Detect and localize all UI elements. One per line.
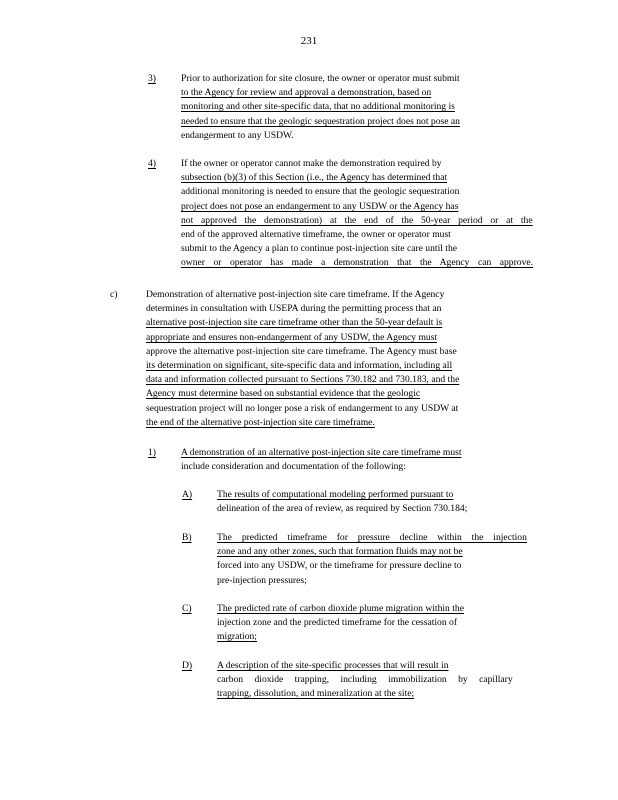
item-label: 1) [148,447,156,458]
text-line: endangerment to any USDW. [181,129,294,141]
item-label: C) [182,603,192,614]
text-line: data and information collected pursuant to Sections 730.182 and 730.183, and the [146,374,460,386]
text-line: The predicted rate of carbon dioxide plume migration within the [217,603,464,614]
text-line: subsection (b)(3) of this Section (i.e., the Agency has determined that [181,172,448,184]
text-line: approve the alternative post-injection site care timeframe. The Agency must base [146,345,457,357]
text-line: its determination on significant, site-specific data and information, including all [146,360,453,372]
item-label: 3) [148,73,156,84]
text-line: alternative post-injection site care timeframe other than the 50-year default is [146,317,443,329]
text-line: The predicted timeframe for pressure decline within the injection [217,532,527,543]
text-line: Agency must determine based on substantial evidence that the geologic [146,388,421,400]
text-line: project does not pose an endangerment to any USDW or the Agency has [181,200,459,212]
text-line: end of the approved alternative timeframe, the owner or operator must [181,229,451,241]
item-label: 4) [148,158,156,169]
text-line: appropriate and ensures non-endangerment of any USDW, the Agency must [146,331,438,343]
item-label: D) [182,660,193,671]
item-body [181,157,533,271]
text-line: A demonstration of an alternative post-injection site care timeframe must [181,447,462,458]
text-line: injection zone and the predicted timeframe for the cessation of [217,617,458,629]
text-line: migration; [217,631,257,643]
item-body [217,659,513,702]
text-line: Demonstration of alternative post-injection site care timeframe. If the Agency [146,289,445,300]
text-line: forced into any USDW, or the timeframe for pressure decline to [217,560,462,572]
text-line: carbon dioxide trapping, including immobilization by capillary [217,674,513,686]
text-line: If the owner or operator cannot make the demonstration required by [181,158,442,169]
text-line: pre-injection pressures; [217,574,307,586]
text-line: zone and any other zones, such that formation fluids may not be [217,546,463,558]
text-line: monitoring and other site-specific data, that no additional monitoring is [181,101,455,113]
text-line: additional monitoring is needed to ensure that the geologic sequestration [181,186,460,198]
item-label: c) [110,289,118,300]
item-body [217,602,527,645]
text-line: submit to the Agency a plan to continue post-injection site care until the [181,243,458,255]
text-line: A description of the site-specific processes that will result in [217,660,449,671]
text-line: determines in consultation with USEPA during the permitting process that an [146,303,442,315]
text-line: trapping, dissolution, and mineralization at the site; [217,688,415,700]
text-line: Prior to authorization for site closure, the owner or operator must submit [181,73,460,84]
text-line: include consideration and documentation of the following: [181,461,406,473]
item-body [217,531,527,588]
text-line: to the Agency for review and approval a demonstration, based on [181,87,432,99]
text-line: sequestration project will no longer pose a risk of endangerment to any USDW at [146,402,459,414]
item-body [146,288,538,430]
page-number: 231 [300,35,318,47]
item-body [181,446,533,474]
text-line: The results of computational modeling performed pursuant to [217,489,454,500]
text-line: the end of the alternative post-injection site care timeframe. [146,416,375,428]
text-line: not approved the demonstration) at the end of the 50-year period or at the [181,214,533,226]
text-line: delineation of the area of review, as required by Section 730.184; [217,503,468,515]
text-line: owner or operator has made a demonstration that the Agency can approve. [181,257,534,269]
item-label: B) [182,532,192,543]
item-body [181,72,531,143]
text-line: needed to ensure that the geologic sequestration project does not pose an [181,115,460,127]
item-label: A) [182,489,193,500]
item-body [217,488,533,516]
